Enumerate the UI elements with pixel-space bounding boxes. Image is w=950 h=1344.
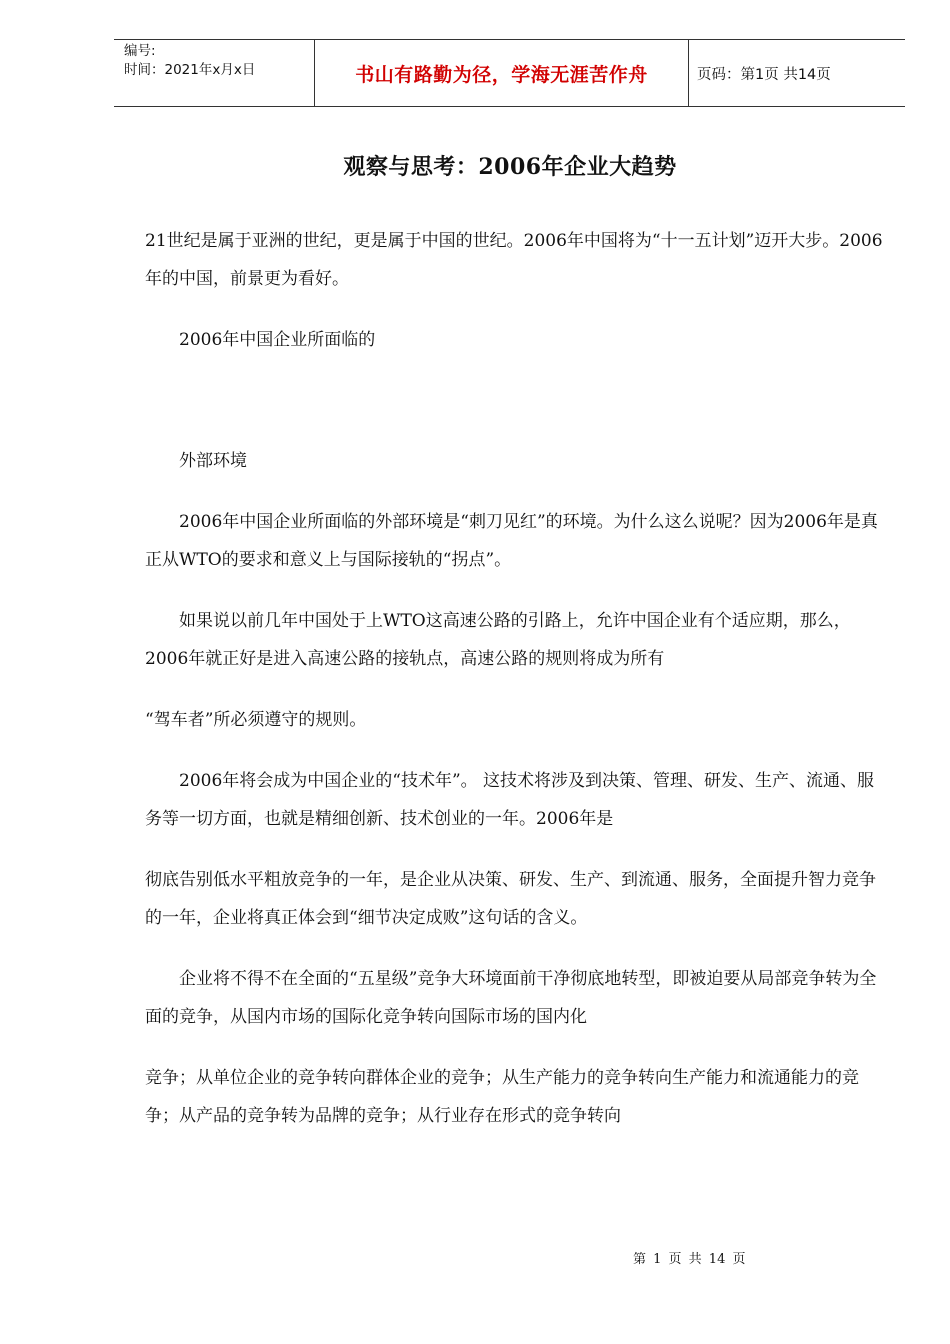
paragraph: 企业将不得不在全面的“五星级”竞争大环境面前干净彻底地转型，即被迫要从局部竞争转为全面的竞争，从国内市场的国际化竞争转向国际市场的国内化 — [145, 969, 877, 1027]
date-label: 时间：2021年x月x日 — [124, 62, 256, 78]
paragraph: 如果说以前几年中国处于上WTO这高速公路的引路上，允许中国企业有个适应期，那么，2006年就正好是进入高速公路的接轨点，高速公路的规则将成为所有 — [145, 611, 851, 669]
header-table — [114, 39, 905, 107]
number-label: 编号: — [124, 43, 156, 59]
paragraph: 彻底告别低水平粗放竞争的一年，是企业从决策、研发、生产、到流通、服务，全面提升智力竞争的一年，企业将真正体会到“细节决定成败”这句话的含义。 — [145, 870, 876, 928]
paragraph: 2006年将会成为中国企业的“技术年”。 这技术将涉及到决策、管理、研发、生产、流通、服务等一切方面，也就是精细创新、技术创业的一年。2006年是 — [145, 771, 875, 829]
header-motto: 书山有路勤为径，学海无涯苦作舟 — [315, 40, 689, 106]
document-title: 观察与思考：2006年企业大趋势 — [343, 154, 677, 180]
header-page-info: 页码：第1页 共14页 — [697, 66, 831, 83]
paragraph: “驾车者”所必须遵守的规则。 — [145, 710, 367, 730]
section-heading-external-environment: 外部环境 — [179, 451, 247, 471]
paragraph-intro: 21世纪是属于亚洲的世纪，更是属于中国的世纪。2006年中国将为“十一五计划”迈开大步。2006年的中国，前景更为看好。 — [145, 231, 883, 289]
paragraph: 竞争；从单位企业的竞争转向群体企业的竞争；从生产能力的竞争转向生产能力和流通能力的竞争；从产品的竞争转为品牌的竞争；从行业存在形式的竞争转向 — [145, 1068, 859, 1126]
paragraph-subheading: 2006年中国企业所面临的 — [179, 330, 376, 350]
paragraph: 2006年中国企业所面临的外部环境是“刺刀见红”的环境。为什么这么说呢？因为2006年是真正从WTO的要求和意义上与国际接轨的“拐点”。 — [145, 512, 878, 570]
page-footer: 第 1 页 共 14 页 — [633, 1252, 746, 1267]
header-meta-cell — [114, 40, 315, 106]
